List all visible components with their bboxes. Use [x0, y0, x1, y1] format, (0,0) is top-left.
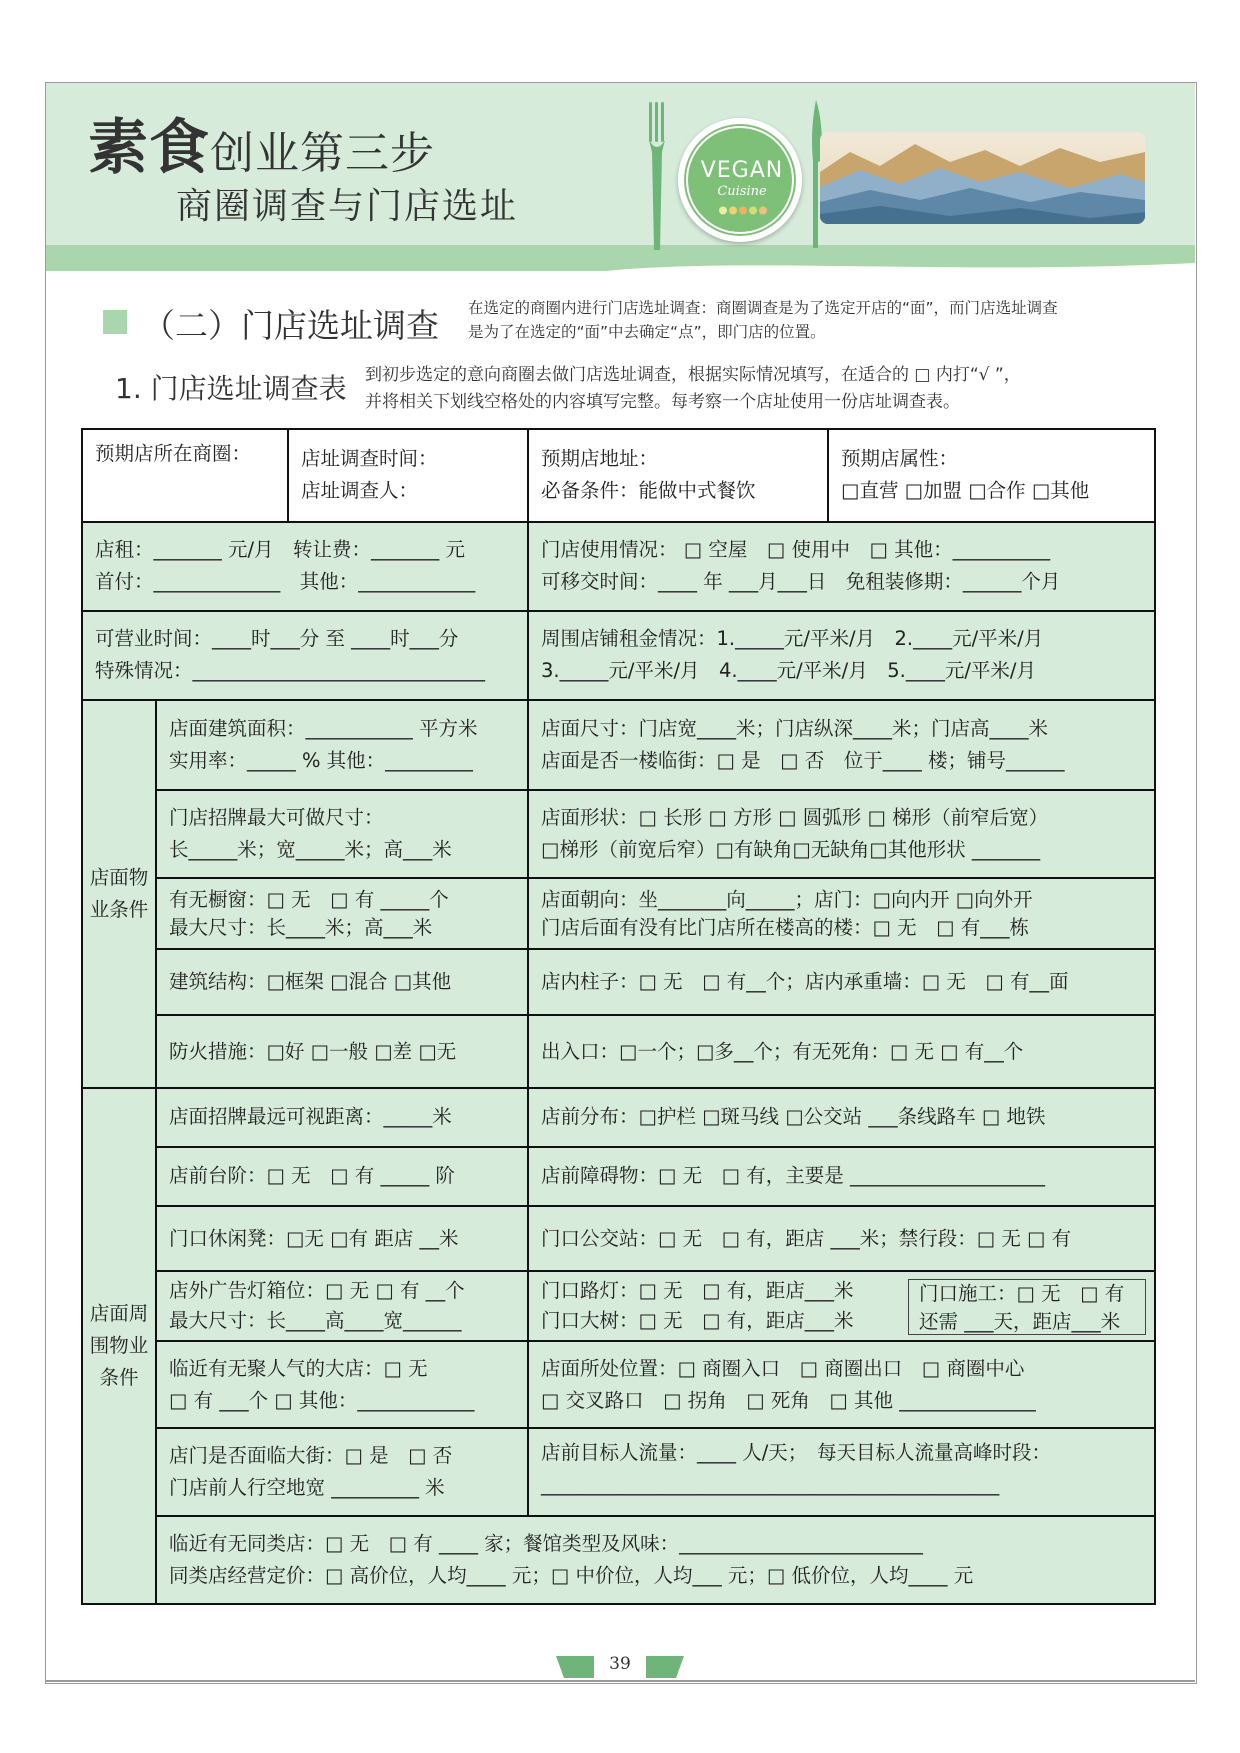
usage-field[interactable]: 门店使用情况： □ 空屋 □ 使用中 □ 其他：__________ 可移交时间：____ 年 ___月___日 免租装修期：______个月 [528, 522, 1155, 611]
competitor-field[interactable]: 临近有无同类店：□ 无 □ 有 ____ 家；餐馆类型及风味：_________________________ 同类店经营定价：□ 高价位，人均____ 元；□ 中价位，人均___ 元；□ 低价位，人均____ 元 [156, 1516, 1155, 1604]
vegan-logo [678, 118, 802, 242]
section-marker [103, 310, 127, 334]
store-type-field[interactable]: 预期店属性： □直营 □加盟 □合作 □其他 [828, 429, 1155, 522]
fire-field[interactable]: 防火措施：□好 □一般 □差 □无 [156, 1015, 528, 1088]
table-row [82, 1088, 1155, 1147]
window-field[interactable]: 有无橱窗：□ 无 □ 有 _____个 最大尺寸：长____米；高___米 [156, 878, 528, 949]
header-wave [46, 245, 1195, 281]
front-layout-field[interactable]: 店前分布：□护栏 □斑马线 □公交站 ___条线路车 □ 地铁 [528, 1088, 1155, 1147]
table-row [82, 790, 1155, 878]
table-row [82, 1516, 1155, 1604]
billboard-field[interactable]: 店外广告灯箱位：□ 无 □ 有 __个 最大尺寸：长____高____宽______ [156, 1271, 528, 1342]
anchor-store-field[interactable]: 临近有无聚人气的大店：□ 无 □ 有 ___个 □ 其他：____________ [156, 1341, 528, 1428]
fork-icon [648, 102, 670, 252]
table-row [82, 700, 1155, 791]
page-number: 39 [609, 1654, 631, 1674]
street-facing-field[interactable]: 店门是否面临大街：□ 是 □ 否 门店前人行空地宽 _________ 米 [156, 1428, 528, 1516]
table-row [82, 429, 1155, 522]
logo-text: VEGAN [700, 158, 784, 183]
group-label-surroundings: 店面周围物业条件 [82, 1088, 156, 1604]
mountain-landscape-image [820, 132, 1145, 224]
table-row [82, 522, 1155, 611]
bus-stop-field[interactable]: 门口公交站：□ 无 □ 有，距店 ___米；禁行段：□ 无 □ 有 [528, 1206, 1155, 1271]
area-field[interactable]: 店面建筑面积：___________ 平方米 实用率：_____ % 其他：_________ [156, 700, 528, 791]
section-note: 在选定的商圈内进行门店选址调查：商圈调查是为了选定开店的“面”，而门店选址调查 是为了在选定的“面”中去确定“点”，即门店的位置。 [468, 299, 1058, 341]
location-field[interactable]: 店面所处位置：□ 商圈入口 □ 商圈出口 □ 商圈中心 □ 交叉路口 □ 拐角 □ 死角 □ 其他 ______________ [528, 1341, 1155, 1428]
header-title: 素食创业第三步 [88, 113, 435, 183]
obstacle-field[interactable]: 店前障碍物：□ 无 □ 有，主要是 ____________________ [528, 1147, 1155, 1207]
visibility-field[interactable]: 店面招牌最远可视距离：_____米 [156, 1088, 528, 1147]
table-row [82, 1015, 1155, 1088]
table-row [82, 1428, 1155, 1516]
table-row [82, 1341, 1155, 1428]
nearby-rent-field[interactable]: 周围店铺租金情况：1._____元/平米/月 2.____元/平米/月 3._____元/平米/月 4.____元/平米/月 5.____元/平米/月 [528, 611, 1155, 700]
table-row [82, 1206, 1155, 1271]
traffic-field[interactable]: 店前目标人流量：____ 人/天； 每天目标人流量高峰时段： _______________________________________________ [528, 1428, 1155, 1516]
orientation-field[interactable]: 店面朝向：坐_______向_____；店门：□向内开 □向外开 门店后面有没有比门店所在楼高的楼：□ 无 □ 有___栋 [528, 878, 1155, 949]
expected-district-field[interactable]: 预期店所在商圈： [82, 429, 288, 522]
table-row [82, 1147, 1155, 1207]
shape-field[interactable]: 店面形状：□ 长形 □ 方形 □ 圆弧形 □ 梯形（前窄后宽） □梯形（前宽后窄）□有缺角□无缺角□其他形状 _______ [528, 790, 1155, 878]
expected-address-field[interactable]: 预期店地址： 必备条件：能做中式餐饮 [528, 429, 828, 522]
header-subtitle: 商圈调查与门店选址 [176, 186, 519, 227]
subsection-note: 到初步选定的意向商圈去做门店选址调查，根据实际情况填写，在适合的 □ 内打“√ ”， 并将相关下划线空格处的内容填写完整。每考察一个店址使用一份店址调查表。 [365, 365, 1021, 412]
subsection-title: 1. 门店选址调查表 [115, 372, 347, 405]
logo-dots-icon [718, 206, 768, 215]
table-row [82, 878, 1155, 949]
survey-time-field[interactable]: 店址调查时间： 店址调查人： [288, 429, 528, 522]
structure-field[interactable]: 建筑结构：□框架 □混合 □其他 [156, 949, 528, 1016]
table-row [82, 949, 1155, 1016]
table-row [82, 611, 1155, 700]
group-label-property: 店面物业条件 [82, 700, 156, 1089]
bench-field[interactable]: 门口休闲凳：□无 □有 距店 __米 [156, 1206, 528, 1271]
table-row [82, 1271, 1155, 1342]
logo-subtext: Cuisine [717, 184, 767, 199]
pillar-field[interactable]: 店内柱子：□ 无 □ 有__个；店内承重墙：□ 无 □ 有__面 [528, 949, 1155, 1016]
entrance-field[interactable]: 出入口：□一个；□多__个；有无死角：□ 无 □ 有__个 [528, 1015, 1155, 1088]
section-title: （二）门店选址调查 [142, 306, 439, 345]
streetlight-field[interactable]: 门口路灯：□ 无 □ 有，距店___米 门口大树：□ 无 □ 有，距店___米 门口施工：□ 无 □ 有 还需 ___天，距店___米 [528, 1271, 1155, 1342]
hours-field[interactable]: 可营业时间：____时___分 至 ____时___分 特殊情况：______________________________ [82, 611, 528, 700]
rent-field[interactable]: 店租：_______ 元/月 转让费：_______ 元 首付：_____________ 其他：____________ [82, 522, 528, 611]
site-survey-table [81, 428, 1154, 1605]
size-field[interactable]: 店面尺寸：门店宽____米；门店纵深____米；门店高____米 店面是否一楼临街：□ 是 □ 否 位于____ 楼；铺号______ [528, 700, 1155, 791]
construction-box[interactable]: 门口施工：□ 无 □ 有 还需 ___天，距店___米 [908, 1279, 1146, 1335]
sign-size-field[interactable]: 门店招牌最大可做尺寸： 长_____米；宽_____米；高___米 [156, 790, 528, 878]
steps-field[interactable]: 店前台阶：□ 无 □ 有 _____ 阶 [156, 1147, 528, 1207]
